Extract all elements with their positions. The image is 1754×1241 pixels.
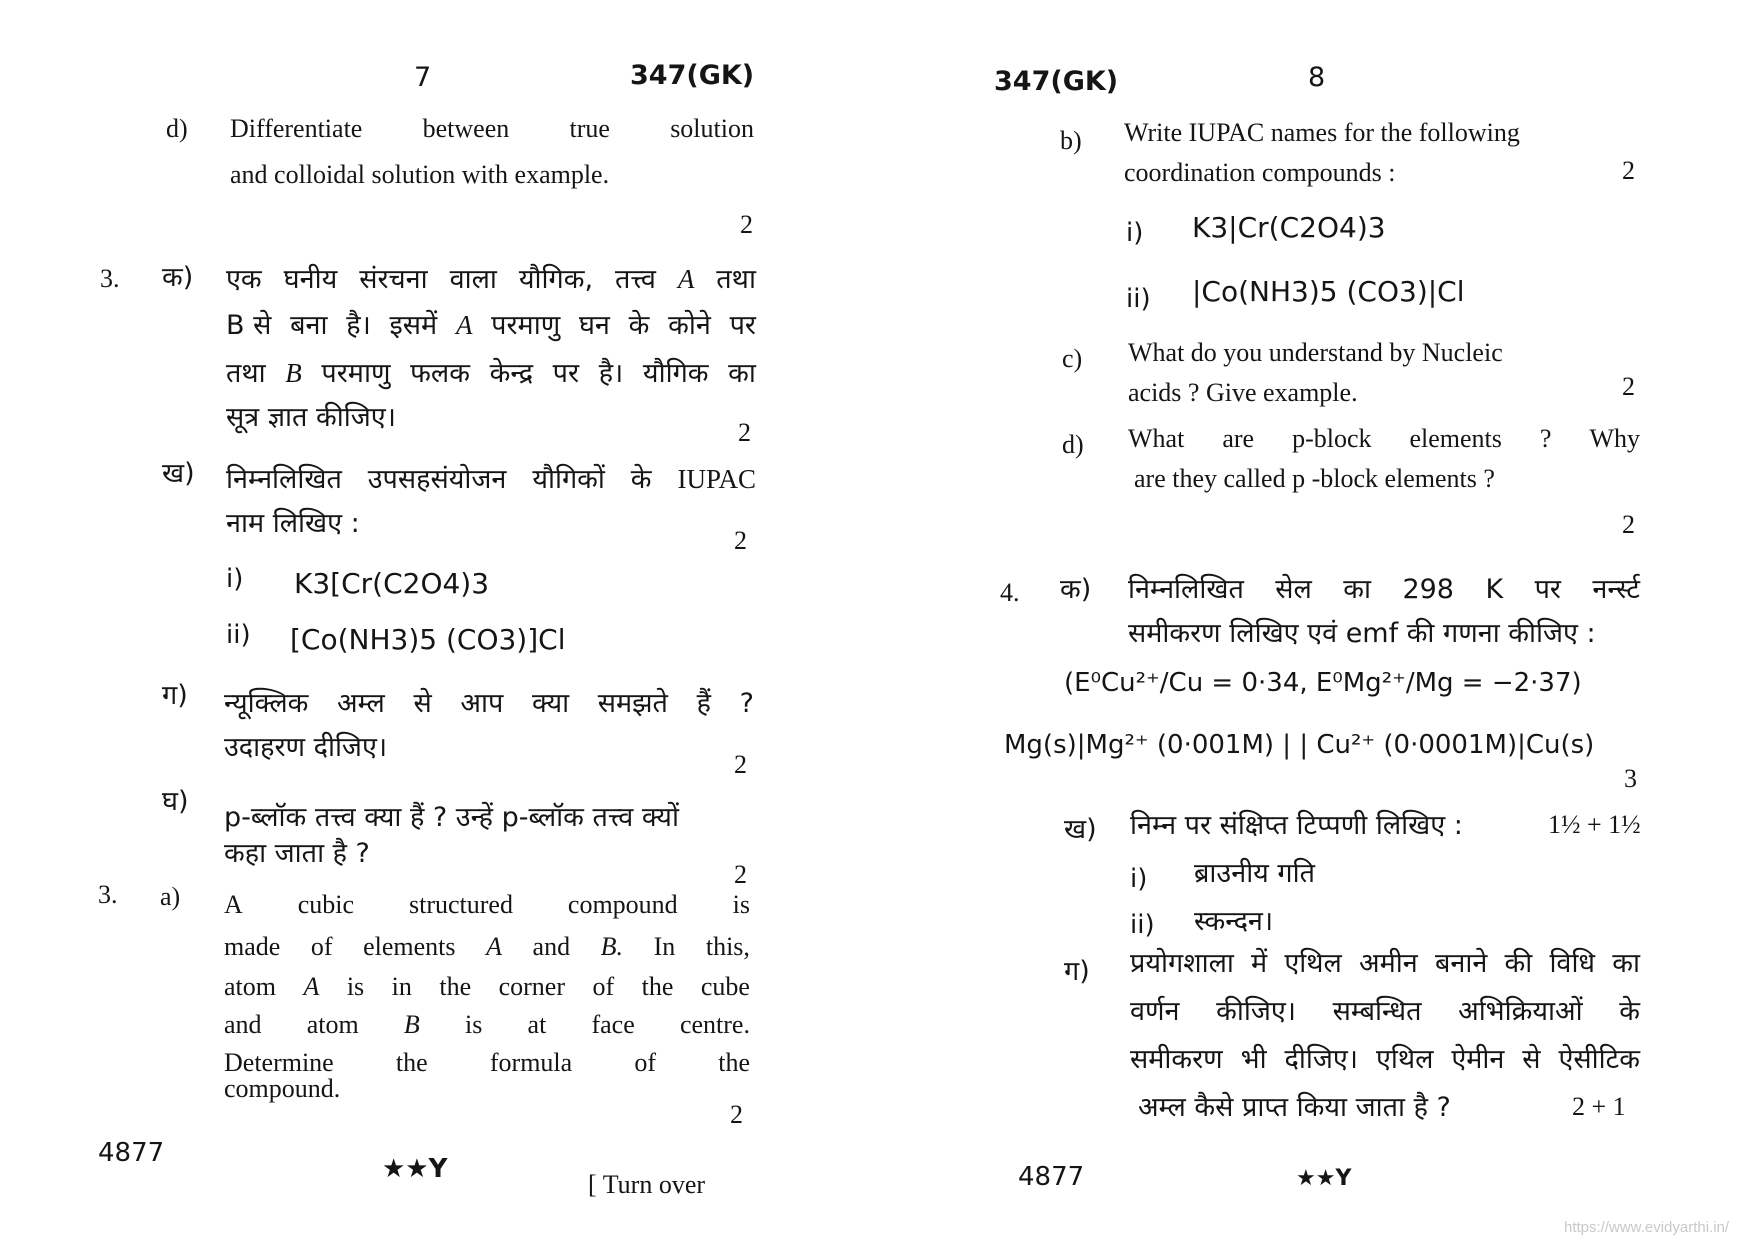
q4b-marks: 1½ + 1½: [1548, 810, 1641, 839]
word: तथा: [716, 264, 756, 295]
word: What: [1128, 424, 1185, 453]
qd-label: d): [1062, 430, 1084, 459]
q3b-hindi-line1: [226, 466, 756, 493]
word: A: [303, 972, 320, 1001]
q4c-marks: 2 + 1: [1572, 1092, 1626, 1121]
word: कोने: [668, 310, 711, 341]
q3c-hindi-line2: उदाहरण दीजिए।: [224, 732, 388, 763]
word: the: [718, 1048, 750, 1077]
word: सम्बन्धित: [1332, 996, 1422, 1027]
word: समीकरण: [1130, 1044, 1223, 1075]
q4c-line1: [1130, 950, 1640, 977]
right-page-number: 8: [1308, 62, 1326, 93]
word: प्रयोगशाला: [1130, 948, 1234, 979]
word: is: [346, 972, 365, 1001]
word: नर्न्स्ट: [1592, 574, 1640, 605]
qb-ii-label: ii): [1126, 284, 1151, 314]
word: true: [569, 114, 610, 143]
word: cubic: [297, 890, 355, 919]
word: B.: [600, 932, 624, 961]
qb-marks: 2: [1622, 156, 1635, 185]
word: एथिल: [1375, 1044, 1434, 1075]
word: the: [641, 972, 674, 1001]
word: compound: [567, 890, 678, 919]
q4a-label: क): [1060, 574, 1092, 605]
q3b-hindi-i-label: i): [226, 564, 244, 594]
q4a-electrode-potentials: (E⁰Cu²⁺/Cu = 0·34, E⁰Mg²⁺/Mg = −2·37): [1064, 668, 1582, 698]
q3d-hindi-marks: 2: [734, 860, 747, 889]
word: made: [224, 932, 281, 961]
q3c-hindi-label: ग): [162, 680, 188, 711]
word: ऐमीन: [1451, 1044, 1505, 1075]
qb-i-formula: K3|Cr(C2O4)3: [1192, 211, 1386, 244]
word: A: [677, 264, 695, 294]
word: B: [403, 1010, 420, 1039]
word: ?: [1539, 424, 1552, 453]
word: हैं: [696, 688, 711, 719]
word: परमाणु: [491, 310, 561, 341]
word: घन: [578, 310, 610, 341]
q4c-label: ग): [1064, 956, 1090, 987]
word: अमीन: [1359, 948, 1418, 979]
q3a-hindi-label: क): [162, 262, 194, 293]
word: की: [1504, 948, 1533, 979]
word: face: [591, 1010, 635, 1039]
word: पर: [552, 358, 580, 389]
word: structured: [409, 890, 513, 919]
word: अभिक्रियाओं: [1458, 996, 1583, 1027]
q4b-ii-text: स्कन्दन।: [1194, 906, 1274, 937]
word: the: [439, 972, 472, 1001]
word: 298: [1402, 574, 1454, 605]
word: पर: [1534, 574, 1561, 605]
qc-label: c): [1062, 344, 1083, 373]
word: संरचना: [359, 264, 428, 295]
q4c-line3: [1130, 1046, 1640, 1073]
q3b-hindi-i-formula: K3[Cr(C2O4)3: [294, 567, 490, 600]
word: Differentiate: [230, 114, 363, 143]
qc-marks: 2: [1622, 372, 1635, 401]
q2d-line1: [230, 116, 754, 142]
word: B से: [226, 310, 272, 341]
q3b-hindi-marks: 2: [734, 526, 747, 555]
qd-marks: 2: [1622, 510, 1635, 539]
q3a-english-line3: [224, 974, 750, 1000]
word: of: [592, 972, 615, 1001]
word: K: [1485, 574, 1504, 605]
word: elements: [1409, 424, 1502, 453]
word: elements: [363, 932, 456, 961]
word: and: [224, 1010, 262, 1039]
word: A: [224, 890, 243, 919]
word: यौगिक: [642, 358, 709, 389]
word: are: [1222, 424, 1255, 453]
word: एथिल: [1284, 948, 1342, 979]
q3a-english-line6: compound.: [224, 1074, 341, 1103]
q4a-line2: समीकरण लिखिए एवं emf की गणना कीजिए :: [1128, 618, 1596, 649]
word: ऐसीटिक: [1558, 1044, 1640, 1075]
word: atom: [306, 1010, 359, 1039]
right-paper-code: 347(GK): [994, 66, 1119, 97]
qb-label: b): [1060, 126, 1082, 155]
word: इसमें: [389, 310, 438, 341]
word: तथा: [226, 358, 266, 389]
q3a-english-line5: [224, 1050, 750, 1076]
q3b-hindi-line2: नाम लिखिए :: [226, 508, 360, 539]
word: Determine: [224, 1048, 334, 1077]
word: atom: [224, 972, 276, 1001]
word: निम्नलिखित: [226, 464, 342, 495]
left-footer-code: 4877: [98, 1138, 165, 1168]
word: घनीय: [283, 264, 338, 295]
word: is: [465, 1010, 483, 1039]
word: समझते: [597, 688, 668, 719]
word: A: [455, 310, 473, 340]
word: कीजिए।: [1216, 996, 1297, 1027]
word: का: [1612, 948, 1640, 979]
q3b-hindi-ii-label: ii): [226, 620, 251, 650]
word: से: [413, 688, 432, 719]
left-footer-mark: ★★Y: [382, 1154, 448, 1184]
left-page-number: 7: [414, 62, 432, 93]
q4c-line2: [1130, 998, 1640, 1025]
q3a-english-line1: [224, 892, 750, 918]
word: तत्त्व: [615, 264, 656, 295]
word: In: [653, 932, 676, 961]
word: and: [532, 932, 571, 961]
word: बना: [290, 310, 328, 341]
word: ?: [739, 688, 754, 719]
word: between: [422, 114, 510, 143]
word: formula: [489, 1048, 573, 1077]
q3a-hindi-marks: 2: [738, 418, 751, 447]
q3a-english-line4: [224, 1012, 750, 1038]
q3a-hindi-line4: सूत्र ज्ञात कीजिए।: [226, 402, 396, 433]
q3a-english-label: a): [160, 882, 181, 911]
q2d-marks: 2: [740, 210, 753, 239]
q3a-english-line2: [224, 934, 750, 960]
word: सेल: [1275, 574, 1312, 605]
q3b-hindi-label: ख): [162, 458, 195, 489]
q4a-marks: 3: [1624, 764, 1637, 793]
turn-over-note: [ Turn over: [588, 1170, 706, 1199]
q4b-ii-label: ii): [1130, 910, 1155, 940]
q3d-hindi-line1: p-ब्लॉक तत्त्व क्या हैं ? उन्हें p-ब्लॉक तत्त्व क्यों: [224, 802, 679, 833]
q3-number-hindi: 3.: [100, 264, 120, 293]
word: IUPAC: [677, 464, 756, 494]
word: है।: [346, 310, 371, 341]
word: पर: [729, 310, 756, 341]
qc-line2: acids ? Give example.: [1128, 378, 1358, 407]
word: के: [628, 310, 650, 341]
left-paper-code: 347(GK): [630, 60, 755, 91]
word: परमाणु: [321, 358, 391, 389]
word: यौगिकों: [532, 464, 605, 495]
word: is: [732, 890, 750, 919]
q3d-hindi-label: घ): [162, 786, 189, 817]
word: एक: [226, 264, 262, 295]
q4-number: 4.: [1000, 578, 1020, 607]
word: corner: [498, 972, 565, 1001]
q3a-hindi-line3: [226, 360, 756, 387]
q4b-i-label: i): [1130, 864, 1148, 894]
q3c-hindi-marks: 2: [734, 750, 747, 779]
q4b-label: ख): [1064, 814, 1097, 845]
word: दीजिए।: [1284, 1044, 1359, 1075]
word: से: [1522, 1044, 1541, 1075]
qd-line1: [1128, 426, 1640, 452]
q3a-hindi-line1: [226, 266, 756, 293]
word: Why: [1589, 424, 1640, 453]
word: of: [634, 1048, 657, 1077]
qb-line1: Write IUPAC names for the following: [1124, 118, 1520, 147]
word: of: [310, 932, 333, 961]
q3a-english-marks: 2: [730, 1100, 743, 1129]
word: के: [630, 464, 652, 495]
word: p-block: [1292, 424, 1372, 453]
word: का: [728, 358, 756, 389]
word: बनाने: [1434, 948, 1488, 979]
word: के: [1619, 996, 1640, 1027]
word: आप: [460, 688, 504, 719]
word: अम्ल: [337, 688, 385, 719]
word: वाला: [449, 264, 497, 295]
word: विधि: [1549, 948, 1596, 979]
qb-i-label: i): [1126, 218, 1144, 248]
word: centre.: [679, 1010, 750, 1039]
q4a-cell-notation: Mg(s)|Mg²⁺ (0·001M) | | Cu²⁺ (0·0001M)|Cu(s): [1004, 730, 1595, 760]
word: A: [486, 932, 502, 961]
word: B: [285, 358, 302, 388]
q3d-hindi-line2: कहा जाता है ?: [224, 838, 370, 869]
word: क्या: [532, 688, 570, 719]
word: at: [527, 1010, 547, 1039]
qb-line2: coordination compounds :: [1124, 158, 1396, 187]
right-footer-mark: ★★Y: [1296, 1166, 1352, 1191]
right-footer-code: 4877: [1018, 1162, 1085, 1192]
watermark-url: https://www.evidyarthi.in/: [1564, 1219, 1730, 1236]
q3b-hindi-ii-formula: [Co(NH3)5 (CO3)]Cl: [290, 623, 566, 656]
q4c-line4: अम्ल कैसे प्राप्त किया जाता है ?: [1138, 1092, 1451, 1123]
word: the: [395, 1048, 428, 1077]
word: उपसहसंयोजन: [367, 464, 507, 495]
word: है।: [598, 358, 624, 389]
q4b-line1: निम्न पर संक्षिप्त टिप्पणी लिखिए :: [1130, 810, 1463, 841]
q4b-i-text: ब्राउनीय गति: [1194, 858, 1316, 889]
q3-number-english: 3.: [98, 880, 118, 909]
qc-line1: What do you understand by Nucleic: [1128, 338, 1503, 367]
word: वर्णन: [1130, 996, 1180, 1027]
word: in: [391, 972, 412, 1001]
qb-ii-formula: |Co(NH3)5 (CO3)|Cl: [1192, 275, 1465, 308]
q2d-line2: and colloidal solution with example.: [230, 160, 610, 189]
word: solution: [670, 114, 754, 143]
q2d-label: d): [166, 114, 188, 143]
q3c-hindi-line1: [224, 690, 754, 717]
word: भी: [1240, 1044, 1267, 1075]
word: फलक: [410, 358, 470, 389]
word: यौगिक,: [518, 264, 594, 295]
word: केन्द्र: [489, 358, 534, 389]
qd-line2: are they called p -block elements ?: [1134, 464, 1495, 493]
word: में: [1251, 948, 1268, 979]
word: न्यूक्लिक: [224, 688, 309, 719]
word: cube: [700, 972, 750, 1001]
q3a-hindi-line2: [226, 312, 756, 339]
word: this,: [705, 932, 750, 961]
q4a-line1: [1128, 576, 1640, 603]
word: का: [1343, 574, 1372, 605]
word: निम्नलिखित: [1128, 574, 1244, 605]
